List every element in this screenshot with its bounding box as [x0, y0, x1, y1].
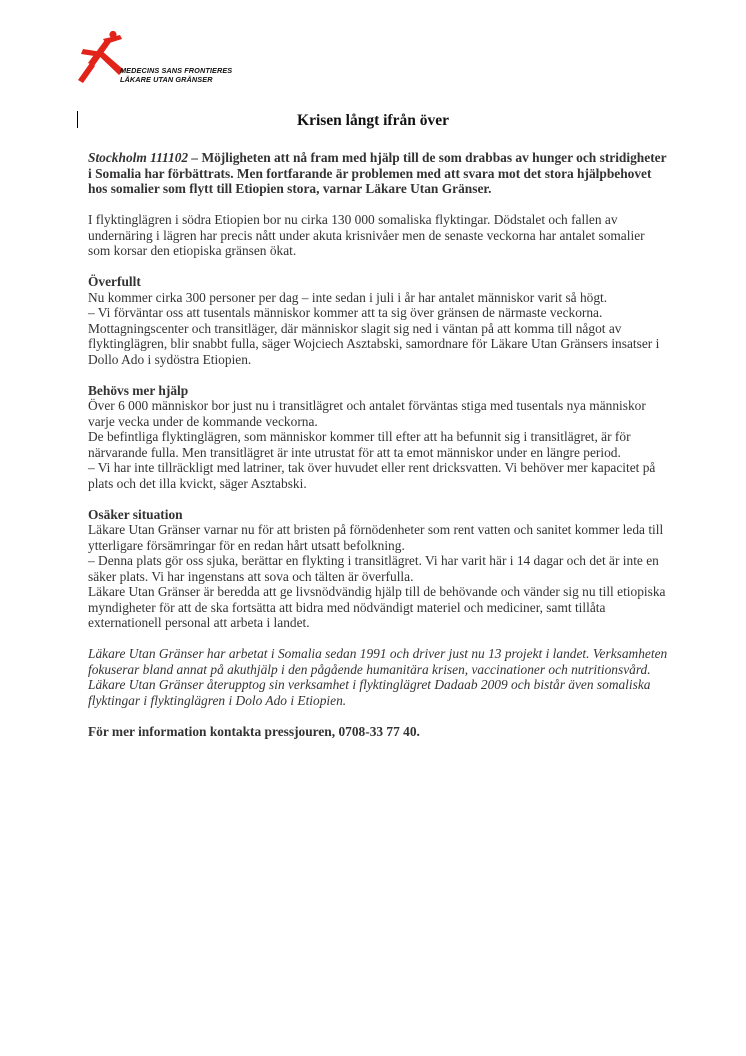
- section-heading: Osäker situation: [88, 506, 183, 522]
- msf-logo-text: [120, 67, 232, 84]
- section-paragraph: De befintliga flyktinglägren, som människor kommer till efter att ha befunnit sig i transitlägret, är för närvarande fulla. Men transitlägret är inte utrustat för att ta emot människor under en längre period.: [88, 429, 631, 460]
- section-overfullt: [88, 274, 668, 367]
- intro-paragraph: I flyktinglägren i södra Etiopien bor nu cirka 130 000 somaliska flyktingar. Dödstalet och fallen av undernäring i lägren har precis nått under akuta krisnivåer men de senaste veckorna har antalet somalier som korsar den etiopiska gränsen ökat.: [88, 212, 645, 258]
- section-osaker-situation: [88, 507, 668, 631]
- logo-text-line1: MEDECINS SANS FRONTIERES: [120, 66, 233, 75]
- section-heading: Behövs mer hjälp: [88, 382, 189, 398]
- section-heading: Överfullt: [88, 274, 141, 289]
- section-paragraph: – Vi har inte tillräckligt med latriner, tak över huvudet eller rent dricksvatten. Vi behöver mer kapacitet på plats och det illa kvickt, säger Asztabski.: [88, 460, 656, 491]
- section-paragraph: Läkare Utan Gränser varnar nu för att bristen på förnödenheter som rent vatten och sanitet kommer leda till ytterligare försämringar för en redan hårt utsatt befolkning.: [88, 522, 664, 553]
- about-msf-paragraph: Läkare Utan Gränser har arbetat i Somalia sedan 1991 och driver just nu 13 projekt i landet. Verksamheten fokuserar bland annat på akuthjälp i den pågående humanitära krisen, vaccinationer och nutritionsvård. Läkare Utan Gränser återupptog sin verksamhet i flyktinglägret Dadaab 2009 och bistår även somaliska flyktingar i flyktinglägren i Dolo Ado i Etiopien.: [88, 646, 668, 708]
- lead-text: Möjligheten att nå fram med hjälp till de som drabbas av hunger och stridigheter i Somalia har förbättrats. Men fortfarande är problemen med att svara mot det stora hjälpbehovet hos somalier som flytt till Etiopien stora, varnar Läkare Utan Gränser.: [88, 150, 667, 196]
- lead-paragraph: [88, 150, 668, 197]
- section-paragraph: Över 6 000 människor bor just nu i transitlägret och antalet förväntas stiga med tusentals nya människor varje vecka under de kommande veckorna.: [88, 398, 646, 429]
- section-paragraph: – Vi förväntar oss att tusentals människor kommer att ta sig över gränsen de närmaste veckorna. Mottagningscenter och transitläger, där människor slagit sig ned i väntan på att komma till något av flyktinglägren, blir snabbt fulla, säger Wojciech Asztabski, samordnare för Läkare Utan Gränsers insatser i Dollo Ado i sydöstra Etiopien.: [88, 305, 660, 367]
- article-body: [88, 150, 668, 755]
- section-paragraph: Läkare Utan Gränser är beredda att ge livsnödvändig hjälp till de behövande och vänder sig nu till etiopiska myndigheter för att de ska fortsätta att bidra med nödvändigt materiel och mediciner, samt tillåta externationell personal att arbeta i landet.: [88, 584, 666, 630]
- section-behovs-mer-hjalp: [88, 383, 668, 492]
- logo-text-line2: LÄKARE UTAN GRÄNSER: [120, 74, 213, 84]
- section-paragraph: Nu kommer cirka 300 personer per dag – inte sedan i juli i år har antalet människor varit så högt.: [88, 289, 608, 305]
- dateline: Stockholm 111102 –: [88, 150, 199, 165]
- press-contact: För mer information kontakta pressjouren, 0708-33 77 40.: [88, 723, 420, 739]
- msf-logo: [78, 30, 248, 90]
- page-title: Krisen långt ifrån över: [297, 112, 449, 129]
- section-paragraph: – Denna plats gör oss sjuka, berättar en flykting i transitlägret. Vi har varit här i 14 dagar och det är inte en säker plats. Vi har ingenstans att sova och tälten är överfulla.: [88, 553, 659, 584]
